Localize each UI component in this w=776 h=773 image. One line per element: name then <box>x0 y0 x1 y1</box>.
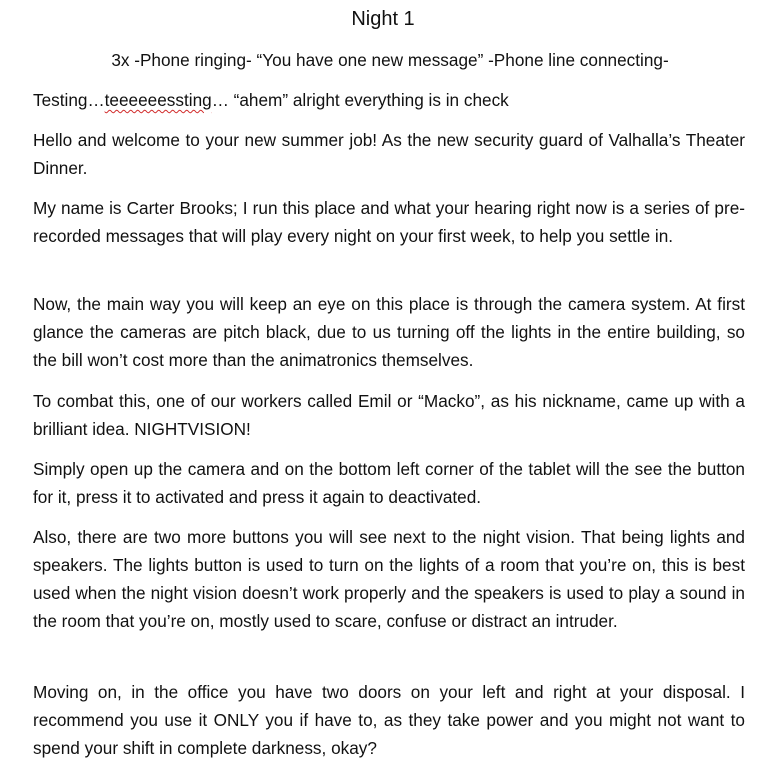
testing-paragraph <box>33 86 745 114</box>
paragraph-welcome: Hello and welcome to your new summer job! As the new security guard of Valhalla’s Theater Dinner. <box>33 130 745 178</box>
document-subtitle: 3x -Phone ringing- “You have one new message” -Phone line connecting- <box>111 50 669 70</box>
paragraph-nightvision: To combat this, one of our workers called Emil or “Macko”, as his nickname, came up with a brilliant idea. NIGHTVISION! <box>33 391 745 439</box>
spelling-flagged-word[interactable]: teeeeeessting <box>104 90 212 110</box>
paragraph-lights-speakers: Also, there are two more buttons you will see next to the night vision. That being lights and speakers. The lights button is used to turn on the lights of a room that you’re on, this is best used when the night vision doesn’t work properly and the speakers is used to play a sound in the room that you’re on, mostly used to scare, confuse or distract an intruder. <box>33 527 745 631</box>
document-title: Night 1 <box>351 8 415 30</box>
paragraph-camera-system: Now, the main way you will keep an eye on this place is through the camera system. At first glance the cameras are pitch black, due to us turning off the lights in the entire building, so the bill won’t cost more than the animatronics themselves. <box>33 294 745 370</box>
testing-after: … “ahem” alright everything is in check <box>211 90 509 110</box>
paragraph-doors: Moving on, in the office you have two doors on your left and right at your disposal. I recommend you use it ONLY you if have to, as they take power and you might not want to spend your shift in complete darkness, okay? <box>33 682 745 758</box>
testing-before: Testing… <box>33 90 105 110</box>
paragraph-nightvision-button: Simply open up the camera and on the bottom left corner of the tablet will the see the button for it, press it to activated and press it again to deactivated. <box>33 459 745 507</box>
paragraph-introduction: My name is Carter Brooks; I run this place and what your hearing right now is a series of pre-recorded messages that will play every night on your first week, to help you settle in. <box>33 198 745 246</box>
